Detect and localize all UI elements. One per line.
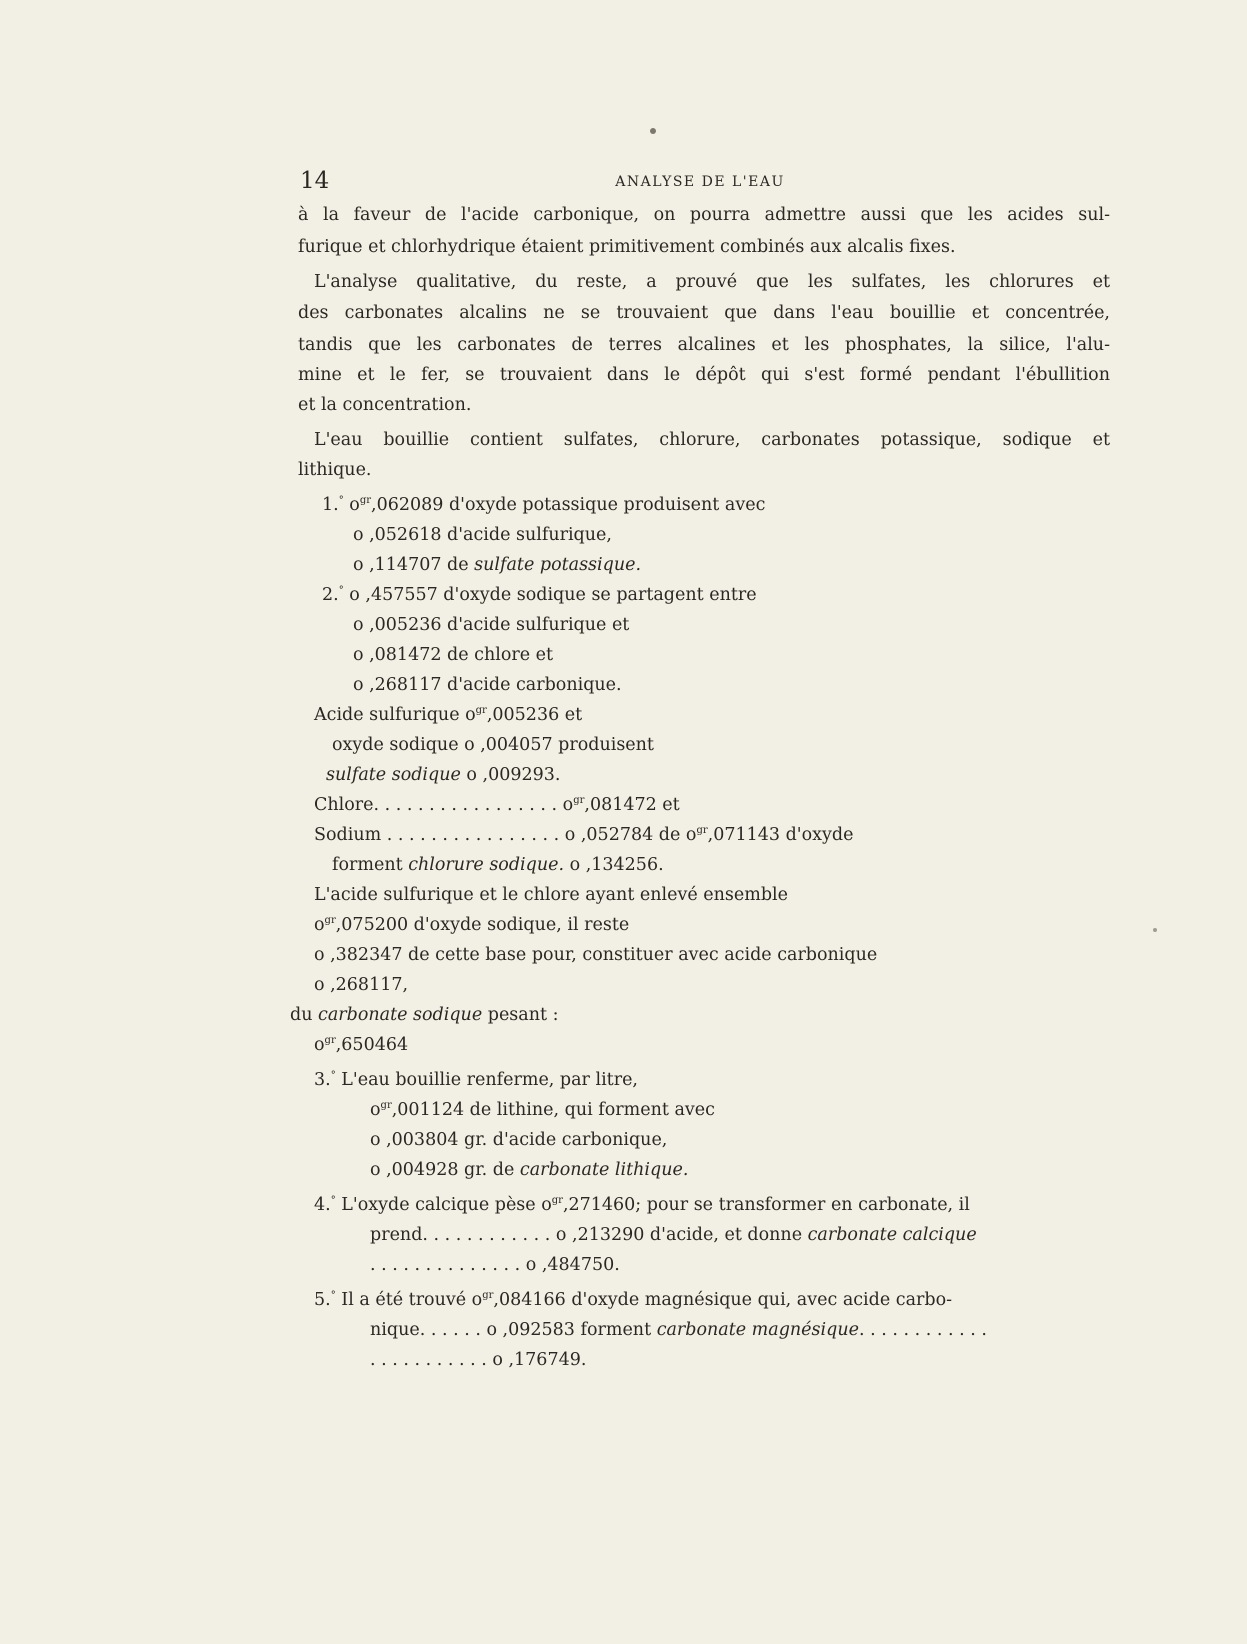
text-line: 4.° L'oxyde calcique pèse $o^{gr},271460$; pour se transformer en carbonate, il (314, 1195, 970, 1215)
degree-mark: ° (338, 495, 344, 506)
text-line: L'analyse qualitative, du reste, a prouvé que les sulfates, les chlorures et (314, 272, 1110, 292)
text-line: o ,382347 de cette base pour, constituer avec acide carbonique (314, 945, 878, 965)
italic-term: sulfate potassique. (474, 555, 642, 575)
item-number: 4. (314, 1195, 331, 1215)
text-line: nique. . . . . . o ,092583 forment carbonate magnésique. . . . . . . . . . . . (370, 1320, 987, 1340)
gram-abbrev: gr (324, 915, 336, 926)
gram-abbrev: gr (380, 1100, 392, 1111)
gram-abbrev: gr (475, 705, 487, 716)
gram-abbrev: gr (324, 1035, 336, 1046)
text-line: o ,081472 de chlore et (353, 645, 554, 665)
italic-term: carbonate lithique. (519, 1160, 689, 1180)
text-line: 3.° L'eau bouillie renferme, par litre, (314, 1070, 638, 1090)
text-line: oxyde sodique o ,004057 produisent (332, 735, 654, 755)
text-line: Acide sulfurique $o^{gr},005236$ et (314, 705, 583, 725)
text-line: lithique. (298, 460, 372, 480)
text-line: sulfate sodique o ,009293. (326, 765, 561, 785)
item-number: 3. (314, 1070, 331, 1090)
text-line: $o^{gr},075200$ d'oxyde sodique, il reste (314, 915, 630, 935)
gram-abbrev: gr (696, 825, 708, 836)
item-number: 1. (322, 495, 339, 515)
item-number: 2. (322, 585, 339, 605)
text-line: prend. . . . . . . . . . . . o ,213290 d'acide, et donne carbonate calcique (370, 1225, 977, 1245)
ink-speck (650, 128, 656, 134)
text-line: furique et chlorhydrique étaient primitivement combinés aux alcalis fixes. (298, 237, 956, 257)
text-line: 5.° Il a été trouvé $o^{gr},084166$ d'oxyde magnésique qui, avec acide carbo- (314, 1290, 953, 1310)
text-line: mine et le fer, se trouvaient dans le dépôt qui s'est formé pendant l'ébullition (298, 365, 1110, 385)
degree-mark: ° (330, 1070, 336, 1081)
page-header (300, 168, 1100, 196)
gram-abbrev: gr (482, 1290, 494, 1301)
italic-term: carbonate magnésique (656, 1320, 859, 1340)
text-line: du carbonate sodique pesant : (290, 1005, 559, 1025)
text-line: Sodium . . . . . . . . . . . . . . . . o ,052784 de $o^{gr},071143$ d'oxyde (314, 825, 854, 845)
text-line: o ,003804 gr. d'acide carbonique, (370, 1130, 668, 1150)
text-line: L'eau bouillie contient sulfates, chlorure, carbonates potassique, sodique et (314, 430, 1110, 450)
degree-mark: ° (330, 1290, 336, 1301)
text-line: . . . . . . . . . . . . . . o ,484750. (370, 1255, 620, 1275)
ink-speck (1153, 928, 1157, 932)
text-line: tandis que les carbonates de terres alcalines et les phosphates, la silice, l'alu- (298, 335, 1110, 355)
text-line: o ,114707 de sulfate potassique. (353, 555, 642, 575)
text-line: o ,004928 gr. de carbonate lithique. (370, 1160, 689, 1180)
text-line: 1.° $o^{gr},062089$ d'oxyde potassique produisent avec (322, 495, 766, 515)
gram-abbrev: gr (551, 1195, 563, 1206)
page-number: 14 (300, 168, 330, 194)
italic-term: chlorure sodique. (408, 855, 565, 875)
italic-term: sulfate sodique (326, 765, 461, 785)
text-line: o ,052618 d'acide sulfurique, (353, 525, 612, 545)
italic-term: carbonate calcique (807, 1225, 977, 1245)
text-line: des carbonates alcalins ne se trouvaient que dans l'eau bouillie et concentrée, (298, 303, 1110, 323)
text-line: 2.° o ,457557 d'oxyde sodique se partagent entre (322, 585, 757, 605)
text-line: et la concentration. (298, 395, 472, 415)
text-line: à la faveur de l'acide carbonique, on pourra admettre aussi que les acides sul- (298, 205, 1110, 225)
text-line: $o^{gr},650464$ (314, 1035, 409, 1055)
gram-abbrev: gr (573, 795, 585, 806)
gram-abbrev: gr (359, 495, 372, 506)
running-head: ANALYSE DE L'EAU (615, 174, 785, 190)
text-line: forment chlorure sodique. o ,134256. (332, 855, 664, 875)
text-line: . . . . . . . . . . . o ,176749. (370, 1350, 587, 1370)
text-line: o ,268117 d'acide carbonique. (353, 675, 622, 695)
text-line: $o^{gr},001124$ de lithine, qui forment avec (370, 1100, 715, 1120)
italic-term: carbonate sodique (318, 1005, 483, 1025)
text-line: o ,005236 d'acide sulfurique et (353, 615, 630, 635)
text-line: Chlore. . . . . . . . . . . . . . . . . $o^{gr},081472$ et (314, 795, 680, 815)
degree-mark: ° (338, 585, 344, 596)
text-line: o ,268117, (314, 975, 409, 995)
degree-mark: ° (330, 1195, 336, 1206)
item-number: 5. (314, 1290, 331, 1310)
text-line: L'acide sulfurique et le chlore ayant enlevé ensemble (314, 885, 789, 905)
